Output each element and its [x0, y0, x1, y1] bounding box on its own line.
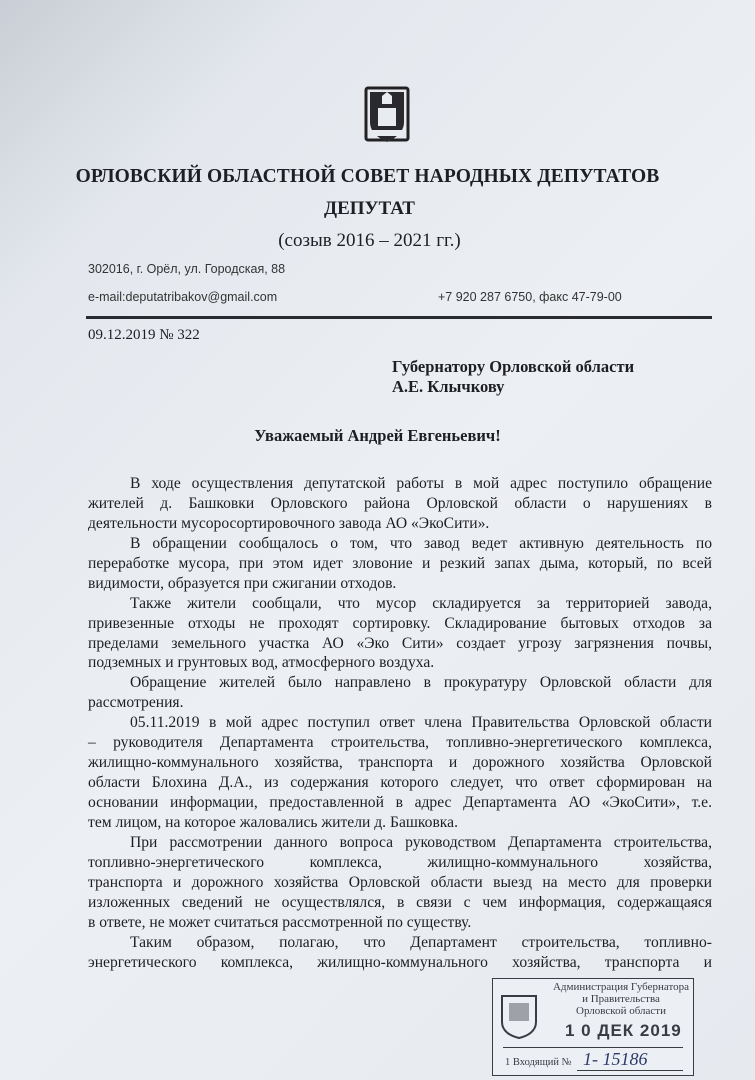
- email: e-mail:deputatribakov@gmail.com: [88, 290, 278, 304]
- paragraph-line: привезенные отходы не проходят сортировку. Складирование бытовых отходов за: [88, 614, 712, 632]
- paragraph-line: транспорта и дорожного хозяйства Орловской области выезд на место для проверки: [88, 873, 712, 891]
- paragraph-line: Обращение жителей было направлено в прокуратуру Орловской области для: [130, 674, 712, 692]
- paragraph-line: 05.11.2019 в мой адрес поступил ответ члена Правительства Орловской области: [130, 714, 712, 732]
- organization-title: ОРЛОВСКИЙ ОБЛАСТНОЙ СОВЕТ НАРОДНЫХ ДЕПУТАТОВ: [75, 166, 660, 187]
- paragraph-line: тем лицом, на которое жаловались жители д. Башковка.: [88, 813, 458, 831]
- coat-of-arms-icon: [364, 86, 410, 148]
- addressee-name: А.Е. Клычкову: [392, 377, 505, 396]
- paragraph-line: видимости, образуется при сжигании отходов.: [88, 574, 397, 592]
- letter-body: [88, 474, 712, 972]
- stamp-date: 1 0 ДЕК 2019: [565, 1021, 682, 1040]
- paragraph-line: топливно-энергетического комплекса, жилищно-коммунального хозяйства,: [88, 853, 712, 871]
- paragraph-line: пределами земельного участка АО «Эко Сити» создает угрозу загрязнения почвы,: [88, 634, 712, 652]
- incoming-stamp: [492, 978, 694, 1076]
- salutation: Уважаемый Андрей Евгеньевич!: [254, 426, 501, 445]
- position-title: ДЕПУТАТ: [324, 198, 415, 219]
- header-divider: [86, 316, 712, 319]
- paragraph-line: в ответе, не может считаться рассмотренной по существу.: [88, 913, 472, 931]
- paragraph-line: изложенных сведений не осуществлялся, в связи с чем информация, содержащаяся: [88, 893, 712, 911]
- paragraph-line: деятельности мусоросортировочного завода АО «ЭкоСити».: [88, 514, 490, 532]
- paragraph-line: Таким образом, полагаю, что Департамент строительства, топливно-: [130, 933, 712, 951]
- paragraph-line: Также жители сообщали, что мусор складируется за территорией завода,: [130, 594, 712, 612]
- address: 302016, г. Орёл, ул. Городская, 88: [88, 262, 286, 276]
- stamp-incoming-label: 1 Входящий №: [505, 1057, 572, 1068]
- stamp-line-2: и Правительства: [582, 993, 660, 1005]
- paragraph-line: жителей д. Башковки Орловского района Орловской области о нарушениях в: [88, 494, 712, 512]
- paragraph-line: В ходе осуществления депутатской работы в мой адрес поступило обращение: [130, 475, 712, 492]
- stamp-incoming-number: 1- 15186: [583, 1049, 648, 1069]
- date-number: 09.12.2019 № 322: [88, 327, 200, 343]
- paragraph-line: области Блохина Д.А., из содержания которого следует, что ответ сформирован на: [88, 774, 712, 792]
- stamp-divider: [503, 1047, 683, 1048]
- stamp-line-3: Орловской области: [576, 1005, 666, 1017]
- stamp-emblem-icon: [499, 993, 539, 1039]
- paragraph-line: При рассмотрении данного вопроса руководством Департамента строительства,: [130, 833, 712, 851]
- paragraph-line: рассмотрения.: [88, 694, 184, 712]
- paragraph-line: переработке мусора, при этом идет зловоние и резкий запах дыма, который, по всей: [88, 554, 712, 572]
- addressee-title: Губернатору Орловской области: [392, 357, 635, 376]
- paragraph-line: подземных и грунтовых вод, атмосферного воздуха.: [88, 654, 435, 672]
- paragraph-line: – руководителя Департамента строительства, топливно-энергетического комплекса,: [88, 734, 712, 752]
- term-label: (созыв 2016 – 2021 гг.): [278, 230, 461, 251]
- paragraph-line: энергетического комплекса, жилищно-коммунального хозяйства, транспорта и: [88, 953, 712, 971]
- stamp-line-1: Администрация Губернатора: [552, 981, 690, 993]
- paragraph-line: основании информации, предоставленной в адрес Департамента АО «ЭкоСити», т.е.: [88, 794, 712, 811]
- paragraph-line: жилищно-коммунального хозяйства, транспорта и дорожного хозяйства Орловской: [88, 754, 712, 772]
- phone-fax: +7 920 287 6750, факс 47-79-00: [438, 290, 622, 304]
- paragraph-line: В обращении сообщалось о том, что завод ведет активную деятельность по: [130, 534, 712, 552]
- stamp-number-underline: [577, 1070, 683, 1071]
